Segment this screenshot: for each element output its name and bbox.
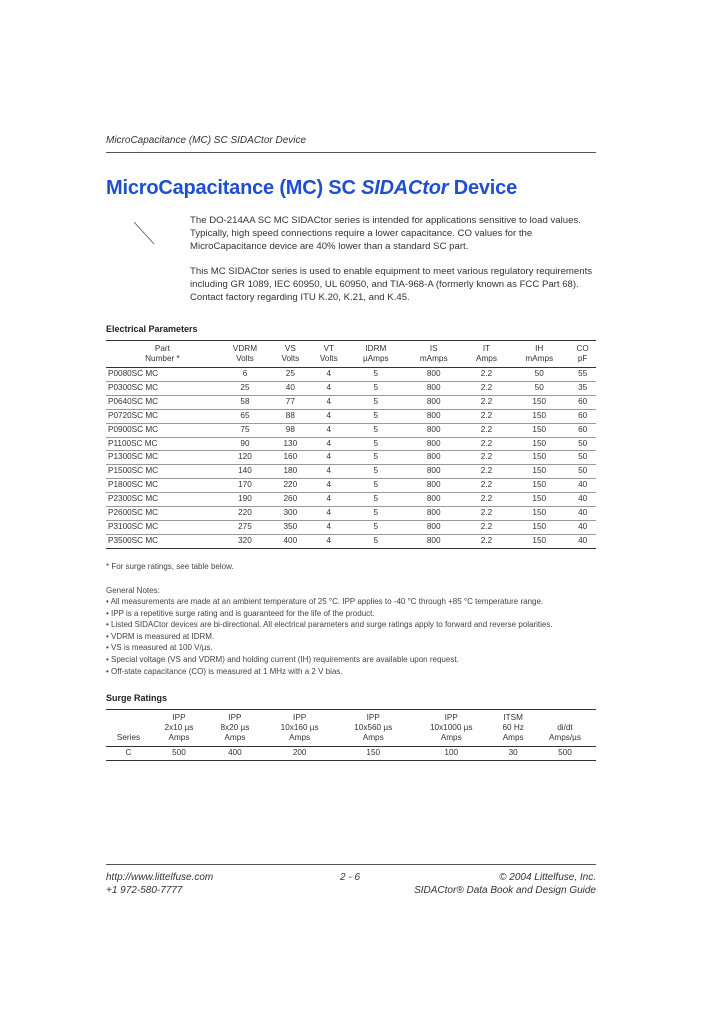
table-cell: 400 [283, 535, 298, 545]
table-cell: 800 [426, 466, 441, 476]
column-header: IH mAmps [525, 344, 554, 363]
column-header: IPP 10x560 µs Amps [354, 713, 393, 742]
table-cell: 58 [240, 396, 250, 406]
general-note-item: • VDRM is measured at IDRM. [106, 631, 215, 641]
footer-divider [106, 864, 596, 865]
table-cell: 4 [326, 494, 332, 504]
table-cell: 220 [238, 508, 252, 518]
table-cell: 150 [532, 438, 547, 448]
table-row [106, 493, 596, 507]
table-cell: 800 [426, 521, 441, 531]
general-notes-title: General Notes: [106, 586, 160, 595]
table-cell: 5 [373, 466, 379, 476]
table-cell: 2.2 [480, 382, 493, 392]
table-cell: 150 [532, 494, 547, 504]
table-cell: 5 [373, 410, 379, 420]
table-cell: 800 [426, 494, 441, 504]
table-cell: 40 [578, 535, 588, 545]
general-notes-list [106, 596, 553, 677]
table-row [106, 423, 596, 437]
table-cell: 40 [578, 494, 588, 504]
table-cell: 150 [532, 424, 547, 434]
table-cell: 50 [534, 369, 544, 378]
running-header: MicroCapacitance (MC) SC SIDACtor Device [106, 135, 307, 146]
table-cell: 150 [532, 535, 547, 545]
column-header: IT Amps [476, 344, 497, 363]
table-cell: 5 [373, 382, 379, 392]
table-cell: 60 [578, 396, 588, 406]
table-cell: 4 [326, 396, 332, 406]
surge-ratings-title: Surge Ratings [106, 693, 168, 703]
table-cell: 50 [578, 452, 588, 462]
intro-paragraph-1: The DO-214AA SC MC SIDACtor series is intended for applications sensitive to load values. Typically, high speed connections require a lower capacitance. CO values for the MicroCapacitance device are 40% lower than a standard SC part. [190, 215, 581, 252]
table-row [106, 437, 596, 451]
table-cell: 4 [326, 508, 332, 518]
column-header: IDRM µAmps [363, 344, 389, 363]
column-header: CO pF [576, 344, 589, 363]
header-divider [106, 152, 596, 153]
table-cell: 25 [285, 369, 295, 378]
table-row [106, 465, 596, 479]
footer-book-title: SIDACtor® Data Book and Design Guide [414, 885, 596, 896]
general-note-item: • Listed SIDACtor devices are bi-directional. All electrical parameters and surge ratings apply to forward and reverse polarities. [106, 620, 553, 630]
table-cell: 2.2 [480, 521, 493, 531]
table-cell: 2.2 [480, 508, 493, 518]
table-cell: 800 [426, 508, 441, 518]
table-cell: 60 [578, 410, 588, 420]
table-cell: 5 [373, 452, 379, 462]
table-cell: 800 [426, 424, 441, 434]
column-header: Series [116, 733, 141, 742]
table-cell: 2.2 [480, 396, 493, 406]
table-cell: 40 [285, 382, 295, 392]
table-cell: 170 [238, 480, 252, 490]
table-cell: 5 [373, 494, 379, 504]
table-cell: 5 [373, 424, 379, 434]
table-cell: 88 [285, 410, 295, 420]
table-row [106, 451, 596, 465]
table-row [106, 479, 596, 493]
column-header: Part Number * [145, 344, 180, 363]
table-cell: P1800SC MC [108, 480, 159, 490]
table-cell: 77 [285, 396, 295, 406]
table-cell: 5 [373, 521, 379, 531]
table-cell: 30 [508, 748, 518, 757]
table-cell: 2.2 [480, 438, 493, 448]
table-row [106, 534, 596, 548]
table-cell: 150 [532, 521, 547, 531]
column-header: IPP 10x1000 µs Amps [429, 713, 473, 742]
table-cell: 40 [578, 480, 588, 490]
table-cell: 800 [426, 396, 441, 406]
table-cell: 90 [240, 438, 250, 448]
table-cell: 400 [228, 748, 242, 757]
table-cell: P0900SC MC [108, 424, 159, 434]
electrical-parameters-title: Electrical Parameters [106, 324, 198, 334]
table-cell: P0080SC MC [108, 369, 159, 378]
table-cell: 2.2 [480, 535, 493, 545]
table-cell: P2300SC MC [108, 494, 159, 504]
table-cell: 2.2 [480, 480, 493, 490]
table-cell: 100 [444, 748, 459, 757]
table-cell: 130 [283, 438, 298, 448]
table-cell: P1100SC MC [108, 438, 158, 448]
column-header: di/dt Amps/µs [548, 723, 581, 742]
column-header: VT Volts [319, 344, 338, 363]
table-cell: 35 [578, 382, 588, 392]
table-cell: 5 [373, 508, 379, 518]
table-cell: 300 [283, 508, 298, 518]
table-cell: 5 [373, 438, 379, 448]
table-cell: 320 [238, 535, 252, 545]
table-cell: 4 [326, 438, 332, 448]
table-cell: 150 [532, 466, 547, 476]
surge-ratings-table [106, 709, 596, 761]
table-cell: 180 [283, 466, 298, 476]
table-cell: 120 [238, 452, 252, 462]
table-cell: 4 [326, 452, 332, 462]
intro-paragraph-2: This MC SIDACtor series is used to enable equipment to meet various regulatory requirements including GR 1089, IEC 60950, UL 60950, and TIA-968-A (formerly known as FCC Part 68). Contact factory regarding ITU K.20, K.21, and K.45. [190, 266, 593, 303]
table-cell: 4 [326, 480, 332, 490]
table-cell: 65 [240, 410, 250, 420]
general-note-item: • Off-state capacitance (CO) is measured at 1 MHz with a 2 V bias. [106, 666, 343, 676]
table-cell: 4 [326, 382, 332, 392]
table-row [106, 409, 596, 423]
table-cell: P0720SC MC [108, 410, 159, 420]
table-cell: C [125, 748, 132, 757]
footer-phone: +1 972-580-7777 [106, 885, 183, 896]
table-cell: 350 [283, 521, 298, 531]
table-cell: 5 [373, 535, 379, 545]
column-header: IPP 10x160 µs Amps [280, 713, 319, 742]
table-cell: 150 [532, 410, 547, 420]
table-cell: 150 [532, 508, 547, 518]
table-cell: 4 [326, 535, 332, 545]
table-cell: 500 [558, 748, 572, 757]
column-header: IS mAmps [419, 344, 448, 363]
table-cell: 800 [426, 438, 441, 448]
column-header: VDRM Volts [232, 344, 258, 363]
table-cell: 150 [532, 452, 547, 462]
table-cell: 220 [283, 480, 298, 490]
column-header: IPP 8x20 µs Amps [220, 713, 250, 742]
table-cell: 800 [426, 452, 441, 462]
table-cell: P2600SC MC [108, 508, 159, 518]
table-cell: P1300SC MC [108, 452, 159, 462]
table-cell: 2.2 [480, 369, 493, 378]
table-cell: P3500SC MC [108, 535, 159, 545]
electrical-footnote: * For surge ratings, see table below. [106, 562, 234, 571]
table-row [106, 395, 596, 409]
table-cell: 5 [373, 480, 379, 490]
table-cell: 4 [326, 410, 332, 420]
table-row [106, 368, 596, 382]
general-note-item: • VS is measured at 100 V/µs. [106, 643, 213, 653]
table-cell: 150 [532, 480, 547, 490]
general-note-item: • Special voltage (VS and VDRM) and holding current (IH) requirements are available upon request. [106, 654, 459, 664]
table-cell: 5 [373, 369, 379, 378]
table-cell: 5 [373, 396, 379, 406]
table-cell: 40 [578, 508, 588, 518]
table-cell: 50 [578, 466, 588, 476]
table-cell: 200 [292, 748, 307, 757]
table-cell: 2.2 [480, 410, 493, 420]
table-cell: 4 [326, 424, 332, 434]
table-cell: 4 [326, 369, 332, 378]
table-row [106, 520, 596, 534]
table-cell: 40 [578, 521, 588, 531]
table-cell: P1500SC MC [108, 466, 159, 476]
table-cell: 4 [326, 466, 332, 476]
column-header: ITSM 60 Hz Amps [502, 713, 524, 742]
table-cell: 140 [238, 466, 252, 476]
table-row [106, 747, 596, 761]
general-note-item: • IPP is a repetitive surge rating and is guaranteed for the life of the product. [106, 608, 375, 618]
table-cell: 60 [578, 424, 588, 434]
table-cell: 800 [426, 382, 441, 392]
table-cell: 260 [283, 494, 298, 504]
table-cell: 800 [426, 535, 441, 545]
general-note-item: • All measurements are made at an ambient temperature of 25 °C. IPP applies to -40 °C through +85 °C temperature range. [106, 597, 544, 606]
table-cell: 50 [578, 438, 588, 448]
table-cell: 275 [238, 521, 252, 531]
table-cell: 500 [172, 748, 186, 757]
table-cell: 800 [426, 369, 441, 378]
table-cell: 800 [426, 480, 441, 490]
column-header: VS Volts [281, 344, 300, 363]
table-cell: 2.2 [480, 424, 493, 434]
table-cell: 190 [238, 494, 252, 504]
page-number: 2 - 6 [340, 872, 361, 883]
table-cell: 2.2 [480, 466, 493, 476]
table-cell: 150 [366, 748, 381, 757]
electrical-parameters-table [106, 340, 596, 549]
table-row [106, 381, 596, 395]
table-cell: P3100SC MC [108, 521, 159, 531]
table-cell: 50 [534, 382, 544, 392]
table-row [106, 507, 596, 521]
table-cell: P0300SC MC [108, 382, 159, 392]
device-package-leader-line [134, 222, 158, 246]
column-header: IPP 2x10 µs Amps [164, 713, 194, 742]
table-cell: 800 [426, 410, 441, 420]
table-cell: P0640SC MC [108, 396, 159, 406]
table-cell: 25 [240, 382, 250, 392]
footer-copyright: © 2004 Littelfuse, Inc. [499, 872, 596, 883]
table-cell: 160 [283, 452, 298, 462]
table-cell: 4 [326, 521, 332, 531]
table-cell: 75 [240, 424, 250, 434]
table-cell: 2.2 [480, 494, 493, 504]
table-cell: 55 [578, 369, 588, 378]
page-title: MicroCapacitance (MC) SC SIDACtor Device [106, 177, 518, 199]
table-cell: 6 [242, 369, 248, 378]
table-cell: 98 [285, 424, 295, 434]
footer-url[interactable]: http://www.littelfuse.com [106, 872, 214, 883]
table-cell: 150 [532, 396, 547, 406]
table-cell: 2.2 [480, 452, 493, 462]
